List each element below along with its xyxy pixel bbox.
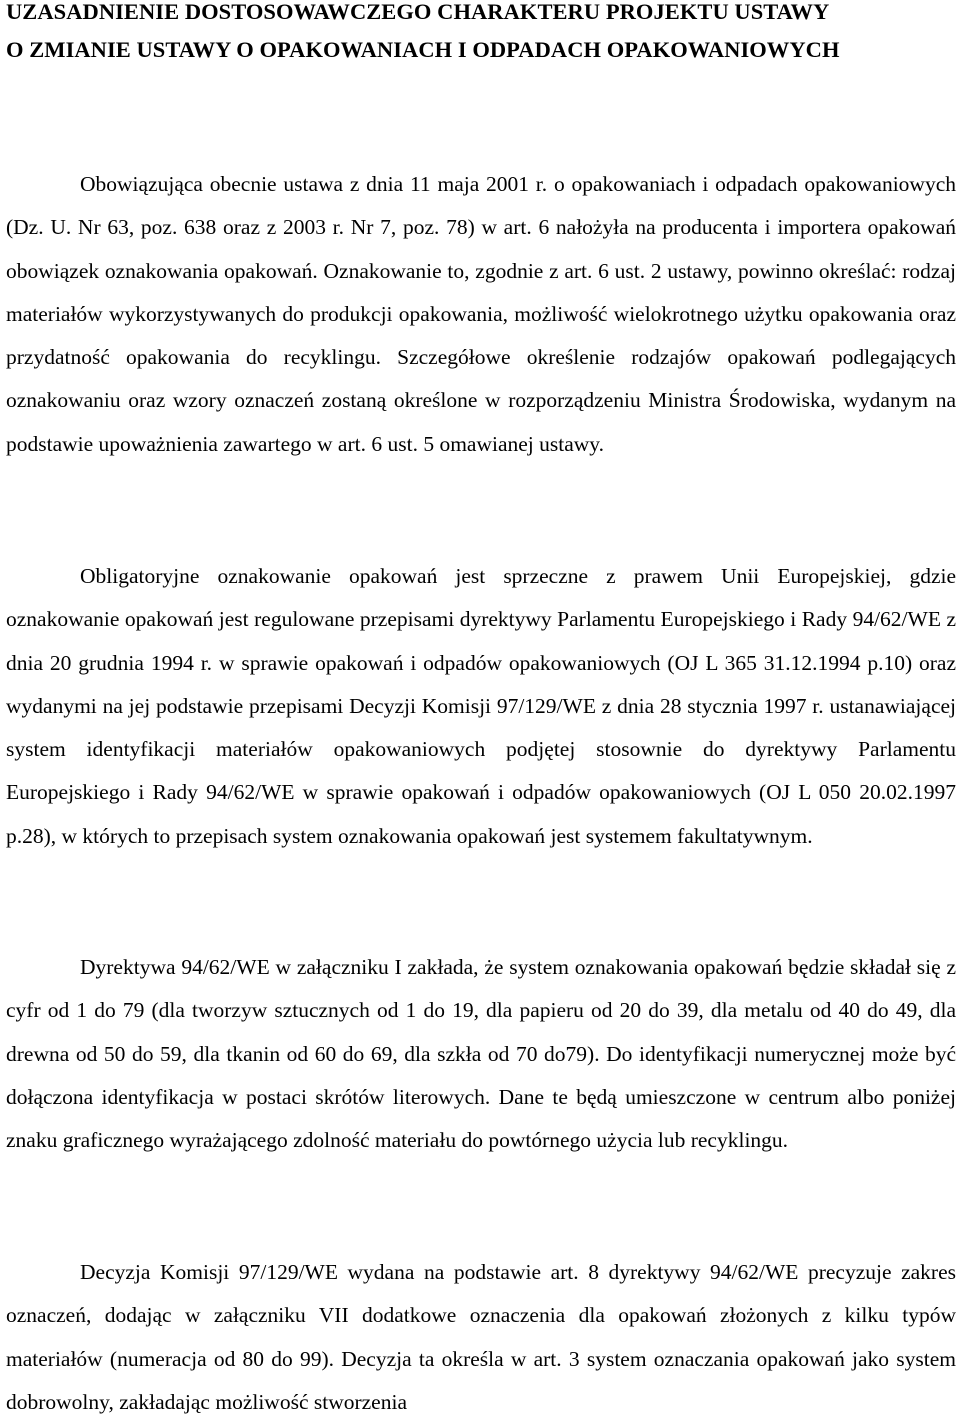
paragraph-current-law: Obowiązująca obecnie ustawa z dnia 11 maja 2001 r. o opakowaniach i odpadach opakowaniowych (Dz. U. Nr 63, poz. 638 oraz z 2003 r. Nr 7, poz. 78) w art. 6 nałożyła na producenta i importera opakowań obowiązek oznakowania opakowań. Oznakowanie to, zgodnie z art. 6 ust. 2 ustawy, powinno określać: rodzaj materiałów wykorzystywanych do produkcji opakowania, możliwość wielokrotnego użytku opakowania oraz przydatność opakowania do recyklingu. Szczegółowe określenie rodzajów opakowań podlegających oznakowaniu oraz wzory oznaczeń zostaną określone w rozporządzeniu Ministra Środowiska, wydanym na podstawie upoważnienia zawartego w art. 6 ust. 5 omawianej ustawy. [6, 172, 956, 456]
document-title-line-2: O ZMIANIE USTAWY O OPAKOWANIACH I ODPADACH OPAKOWANIOWYCH [6, 37, 840, 62]
paragraph-eu-law-conflict: Obligatoryjne oznakowanie opakowań jest sprzeczne z prawem Unii Europejskiej, gdzie oznakowanie opakowań jest regulowane przepisami dyrektywy Parlamentu Europejskiego i Rady 94/62/WE z dnia 20 grudnia 1994 r. w sprawie opakowań i odpadów opakowaniowych (OJ L 365 31.12.1994 p.10) oraz wydanymi na jej podstawie przepisami Decyzji Komisji 97/129/WE z dnia 28 stycznia 1997 r. ustanawiającej system identyfikacji materiałów opakowaniowych podjętej stosownie do dyrektywy Parlamentu Europejskiego i Rady 94/62/WE w sprawie opakowań i odpadów opakowaniowych (OJ L 050 20.02.1997 p.28), w których to przepisach system oznakowania opakowań jest systemem fakultatywnym. [6, 564, 956, 848]
paragraph-directive-numbering: Dyrektywa 94/62/WE w załączniku I zakłada, że system oznakowania opakowań będzie składał się z cyfr od 1 do 79 (dla tworzyw sztucznych od 1 do 19, dla papieru od 20 do 39, dla metalu od 40 do 49, dla drewna od 50 do 59, dla tkanin od 60 do 69, dla szkła od 70 do79). Do identyfikacji numerycznej może być dołączona identyfikacja w postaci skrótów literowych. Dane te będą umieszczone w centrum albo poniżej znaku graficznego wyrażającego zdolność materiału do powtórnego użycia lub recyklingu. [6, 955, 956, 1153]
paragraph-commission-decision: Decyzja Komisji 97/129/WE wydana na podstawie art. 8 dyrektywy 94/62/WE precyzuje zakres oznaczeń, dodając w załączniku VII dodatkowe oznaczenia dla opakowań złożonych z kilku typów materiałów (numeracja od 80 do 99). Decyzja ta określa w art. 3 system oznaczania opakowań jako system dobrowolny, zakładając możliwość stworzenia [6, 1260, 956, 1414]
document-title-line-1: UZASADNIENIE DOSTOSOWAWCZEGO CHARAKTERU PROJEKTU USTAWY [6, 0, 830, 24]
